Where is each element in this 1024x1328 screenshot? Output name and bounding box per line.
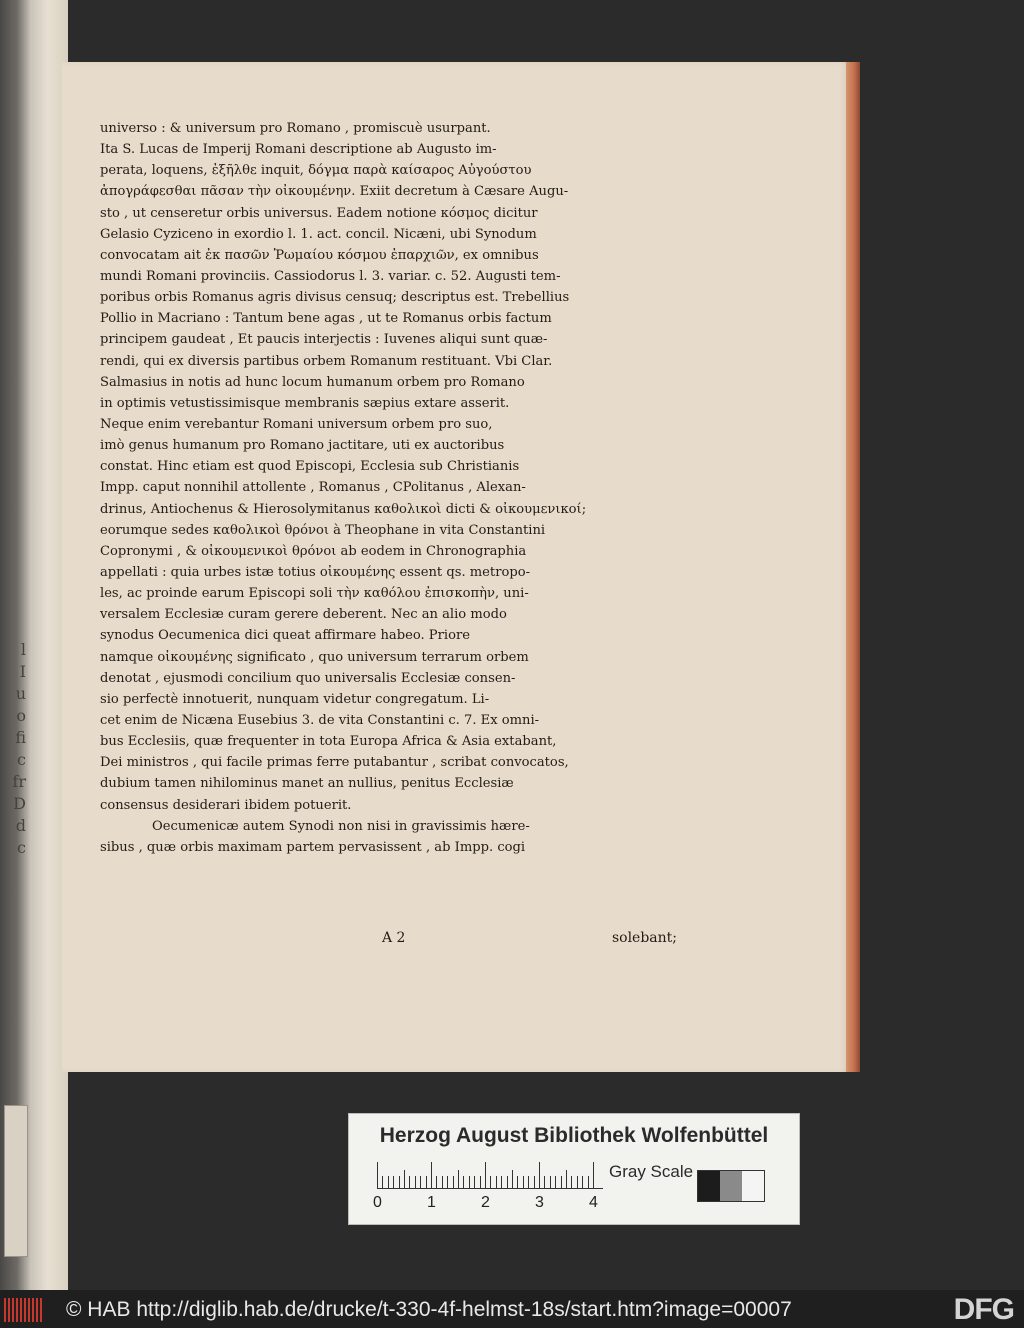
ruler-tick xyxy=(431,1162,432,1188)
logo-stripe xyxy=(4,1298,6,1322)
text-line: Neque enim verebantur Romani universum orbem pro suo, xyxy=(100,416,493,432)
ruler-number: 2 xyxy=(481,1194,490,1211)
text-line: sibus , quæ orbis maximam partem pervasissent , ab Impp. cogi xyxy=(100,839,526,855)
ruler-tick xyxy=(485,1162,486,1188)
ruler-tick xyxy=(426,1176,427,1188)
ruler-tick xyxy=(474,1176,475,1188)
ruler-tick xyxy=(544,1176,545,1188)
ruler-tick xyxy=(496,1176,497,1188)
text-line: sio perfectè innotuerit, nunquam videtur congregatum. Li- xyxy=(100,691,490,707)
library-name: Herzog August Bibliothek Wolfenbüttel xyxy=(379,1124,769,1147)
logo-stripe xyxy=(28,1298,30,1322)
text-line: rendi, qui ex diversis partibus orbem Romanum restituant. Vbi Clar. xyxy=(100,353,553,369)
text-line: bus Ecclesiis, quæ frequenter in tota Europa Africa & Asia extabant, xyxy=(100,734,557,750)
logo-stripe xyxy=(24,1298,26,1322)
ruler-tick xyxy=(588,1176,589,1188)
ruler-tick xyxy=(593,1162,594,1188)
margin-letter: fi xyxy=(15,728,26,747)
text-line: Copronymi , & οἰκουμενικοὶ θρόνοι ab eodem in Chronographia xyxy=(100,543,527,559)
ruler-tick xyxy=(458,1170,459,1188)
gray-scale-swatches xyxy=(697,1170,765,1202)
ruler-number: 0 xyxy=(373,1194,382,1211)
viewer-footer xyxy=(0,1290,1024,1328)
ruler-tick xyxy=(517,1176,518,1188)
ruler-tick xyxy=(480,1176,481,1188)
text-line: Gelasio Cyziceno in exordio l. 1. act. concil. Nicæni, ubi Synodum xyxy=(100,226,537,242)
ruler-tick xyxy=(550,1176,551,1188)
ruler-tick xyxy=(447,1176,448,1188)
ruler-tick xyxy=(415,1176,416,1188)
previous-page-letters xyxy=(0,640,30,860)
ruler-tick xyxy=(442,1176,443,1188)
ruler-tick xyxy=(534,1176,535,1188)
text-line: Dei ministros , qui facile primas ferre putabantur , scribat convocatos, xyxy=(100,755,569,771)
text-line: principem gaudeat , Et paucis interjectis : Iuvenes aliqui sunt quæ- xyxy=(100,332,548,348)
text-line: imò genus humanum pro Romano jactitare, uti ex auctoribus xyxy=(100,438,505,454)
ruler-tick xyxy=(523,1176,524,1188)
margin-letter: I xyxy=(19,662,26,681)
ruler-tick xyxy=(555,1176,556,1188)
ruler-tick xyxy=(561,1176,562,1188)
gray-swatch xyxy=(742,1171,764,1201)
margin-letter: l xyxy=(20,640,26,659)
text-line: dubium tamen nihilominus manet an nullius, penitus Ecclesiæ xyxy=(100,776,514,792)
text-line: mundi Romani provinciis. Cassiodorus l. 3. variar. c. 52. Augusti tem- xyxy=(100,268,561,284)
hab-logo-icon xyxy=(4,1298,44,1322)
ruler-tick xyxy=(463,1176,464,1188)
copyright-link[interactable]: © HAB http://diglib.hab.de/drucke/t-330-4f-helmst-18s/start.htm?image=00007 xyxy=(66,1298,792,1321)
text-line: cet enim de Nicæna Eusebius 3. de vita Constantini c. 7. Ex omni- xyxy=(100,712,540,728)
ruler-tick xyxy=(404,1170,405,1188)
ruler-tick xyxy=(539,1162,540,1188)
margin-letter: c xyxy=(17,750,26,769)
ruler-number: 3 xyxy=(535,1194,544,1211)
ruler-tick xyxy=(420,1176,421,1188)
text-line: synodus Oecumenica dici queat affirmare habeo. Priore xyxy=(100,628,470,644)
ruler-numbers xyxy=(373,1194,613,1214)
ruler-tick xyxy=(507,1176,508,1188)
text-line: poribus orbis Romanus agris divisus censuq; descriptus est. Trebellius xyxy=(100,290,570,306)
gray-scale-card xyxy=(348,1113,800,1225)
logo-stripe xyxy=(32,1298,34,1322)
text-line: Ita S. Lucas de Imperij Romani descriptione ab Augusto im- xyxy=(100,142,497,158)
text-line: Impp. caput nonnihil attollente , Romanus , CPolitanus , Alexan- xyxy=(100,480,526,496)
gray-swatch xyxy=(698,1171,720,1201)
page-edge xyxy=(846,62,860,1072)
ruler-tick xyxy=(409,1176,410,1188)
ruler-tick xyxy=(393,1176,394,1188)
margin-letter: c xyxy=(17,838,26,857)
margin-letter: o xyxy=(16,706,26,725)
margin-letter: fr xyxy=(12,772,26,791)
text-line: eorumque sedes καθολικοὶ θρόνοι à Theophane in vita Constantini xyxy=(100,522,546,538)
logo-stripe xyxy=(36,1298,38,1322)
ruler xyxy=(377,1160,603,1189)
ruler-number: 1 xyxy=(427,1194,436,1211)
ruler-tick xyxy=(382,1176,383,1188)
logo-stripe xyxy=(8,1298,10,1322)
text-line: Salmasius in notis ad hunc locum humanum orbem pro Romano xyxy=(100,374,525,390)
text-line: consensus desiderari ibidem potuerit. xyxy=(100,797,352,813)
text-line: les, ac proinde earum Episcopi soli τὴν καθόλου ἐπισκοπὴν, uni- xyxy=(100,586,529,602)
ruler-number: 4 xyxy=(589,1194,598,1211)
dfg-logo: DFG xyxy=(953,1293,1014,1326)
signature-mark: A 2 xyxy=(382,930,406,946)
logo-stripe xyxy=(12,1298,14,1322)
ruler-tick xyxy=(528,1176,529,1188)
ruler-tick xyxy=(577,1176,578,1188)
margin-letter: d xyxy=(15,816,26,835)
ruler-tick xyxy=(512,1170,513,1188)
previous-page-edge xyxy=(0,0,68,1290)
ruler-tick xyxy=(377,1162,378,1188)
logo-stripe xyxy=(16,1298,18,1322)
margin-letter: D xyxy=(13,794,26,813)
ruler-tick xyxy=(469,1176,470,1188)
gray-scale-label: Gray Scale xyxy=(609,1162,694,1181)
text-line: Oecumenicæ autem Synodi non nisi in gravissimis hære- xyxy=(152,818,530,834)
text-line: constat. Hinc etiam est quod Episcopi, Ecclesia sub Christianis xyxy=(100,459,520,475)
ruler-tick xyxy=(436,1176,437,1188)
catchword: solebant; xyxy=(611,930,677,946)
page-text xyxy=(100,118,675,858)
margin-letter: u xyxy=(15,684,26,703)
text-line: convocatam ait ἐκ πασῶν Ῥωμαίου κόσμου ἐπαρχιῶν, ex omnibus xyxy=(100,247,539,263)
ruler-tick xyxy=(571,1176,572,1188)
text-line: in optimis vetustissimisque membranis sæpius extare asserit. xyxy=(100,395,510,411)
text-line: perata, loquens, ἐξῆλθε inquit, δόγμα παρὰ καίσαρος Αὐγούστου xyxy=(100,163,532,179)
logo-stripe xyxy=(20,1298,22,1322)
text-line: appellati : quia urbes istæ totius οἰκουμένης essent qs. metropo- xyxy=(100,564,531,580)
page-footer xyxy=(100,930,675,952)
spine-label xyxy=(4,1105,28,1257)
text-line: denotat , ejusmodi concilium quo universalis Ecclesiæ consen- xyxy=(100,670,516,686)
text-line: universo : & universum pro Romano , promiscuè usurpant. xyxy=(100,121,491,136)
ruler-tick xyxy=(582,1176,583,1188)
ruler-tick xyxy=(566,1170,567,1188)
logo-stripe xyxy=(40,1298,42,1322)
text-line: drinus, Antiochenus & Hierosolymitanus καθολικοὶ dicti & οἰκουμενικοί; xyxy=(100,501,587,517)
text-line: versalem Ecclesiæ curam gerere deberent. Nec an alio modo xyxy=(100,607,507,623)
text-line: Pollio in Macriano : Tantum bene agas , ut te Romanus orbis factum xyxy=(100,311,552,327)
ruler-tick xyxy=(399,1176,400,1188)
text-line: namque οἰκουμένης significato , quo universum terrarum orbem xyxy=(100,649,529,665)
ruler-tick xyxy=(490,1176,491,1188)
text-line: sto , ut censeretur orbis universus. Eadem notione κόσμος dicitur xyxy=(100,205,538,221)
gray-swatch xyxy=(720,1171,742,1201)
ruler-tick xyxy=(453,1176,454,1188)
text-line: ἀπογράφεσθαι πᾶσαν τὴν οἰκουμένην. Exiit decretum à Cæsare Augu- xyxy=(100,184,569,200)
ruler-tick xyxy=(501,1176,502,1188)
ruler-tick xyxy=(388,1176,389,1188)
